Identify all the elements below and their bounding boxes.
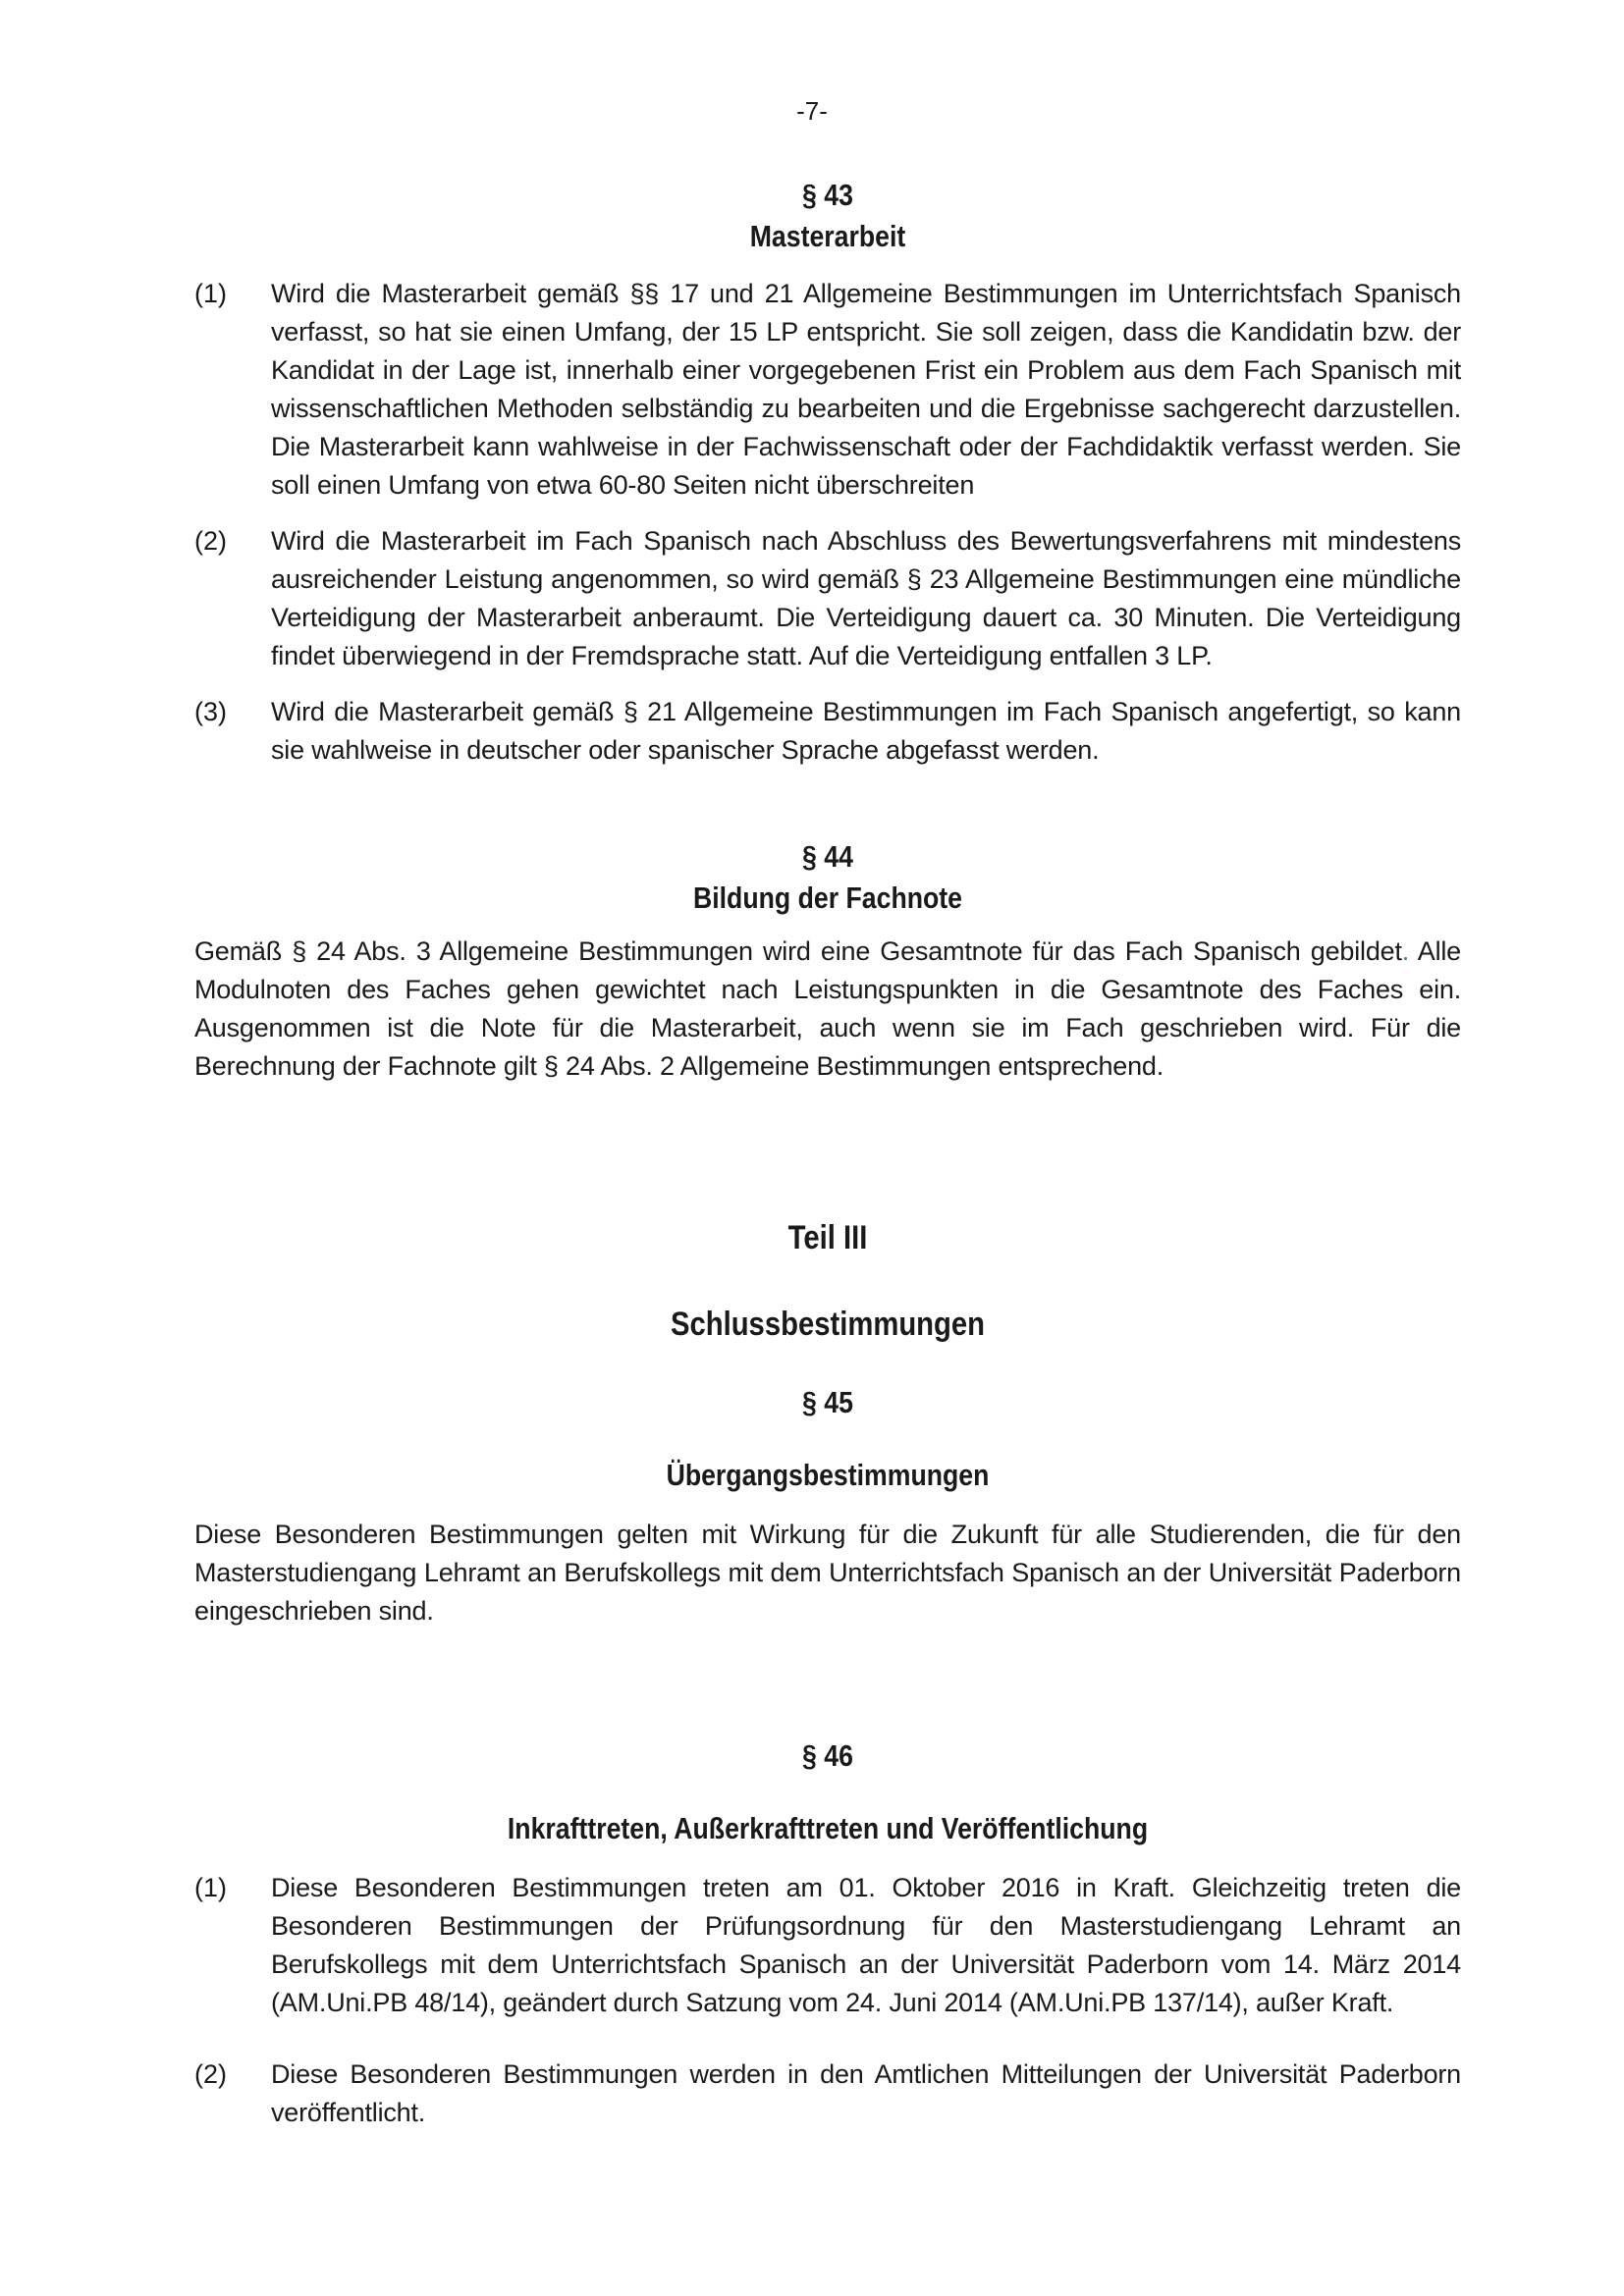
part-3-header — [194, 1217, 1461, 1258]
section-46-item-2 — [194, 2056, 1461, 2132]
item-number: (1) — [194, 1873, 227, 1902]
section-43-item-2 — [194, 522, 1461, 675]
item-number: (3) — [194, 697, 227, 726]
section-44-title: Bildung der Fachnote — [692, 881, 963, 915]
item-number: (2) — [194, 526, 227, 556]
section-45-title: Übergangsbestimmungen — [666, 1458, 990, 1492]
part-3-subtitle: Schlussbestimmungen — [670, 1306, 986, 1343]
section-44-text-rest: Alle Modulnoten des Faches gehen gewichtet nach Leistungspunkten in die Gesamtnote des Faches ein. Ausgenommen ist die Note für die Masterarbeit, auch wenn sie im Fach geschrieben wird. Für die Berechnung der Fachnote gilt § 24 Abs. 2 Allgemeine Bestimmungen entsprechend. — [194, 936, 1461, 1081]
section-45-number: § 45 — [802, 1385, 853, 1419]
section-45-text: Diese Besonderen Bestimmungen gelten mit Wirkung für die Zukunft für alle Studierenden, die für den Masterstudiengang Lehramt an Berufskollegs mit dem Unterrichtsfach Spanisch an der Universität Paderborn eingeschrieben sind. — [194, 1520, 1461, 1626]
section-43 — [194, 175, 1461, 257]
section-44-number: § 44 — [802, 839, 853, 874]
section-45-number-wrap — [194, 1382, 1461, 1423]
section-46-items — [194, 1869, 1461, 2150]
section-44-text-main: Gemäß § 24 Abs. 3 Allgemeine Bestimmungen wird eine Gesamtnote für das Fach Spanisch gebildet — [194, 936, 1402, 966]
part-3-title: Teil III — [787, 1219, 868, 1256]
section-46-number: § 46 — [802, 1738, 853, 1773]
section-46-number-wrap — [194, 1735, 1461, 1777]
section-44-text-dot: . — [1401, 936, 1410, 966]
part-3-subheader — [194, 1304, 1461, 1345]
item-text: Wird die Masterarbeit im Fach Spanisch nach Abschluss des Bewertungsverfahrens mit mindestens ausreichender Leistung angenommen, so wird gemäß § 23 Allgemeine Bestimmungen eine mündliche Verteidigung der Masterarbeit anberaumt. Die Verteidigung dauert ca. 30 Minuten. Die Verteidigung findet überwiegend in der Fremdsprache statt. Auf die Verteidigung entfallen 3 LP. — [271, 526, 1461, 670]
section-43-number: § 43 — [802, 178, 853, 212]
section-43-item-1 — [194, 275, 1461, 505]
section-46-title: Inkrafttreten, Außerkrafttreten und Veröffentlichung — [507, 1811, 1149, 1845]
section-43-item-3 — [194, 693, 1461, 770]
item-text: Diese Besonderen Bestimmungen treten am 01. Oktober 2016 in Kraft. Gleichzeitig treten die Besonderen Bestimmungen der Prüfungsordnung für den Masterstudiengang Lehramt an Berufskollegs mit dem Unterrichtsfach Spanisch an der Universität Paderborn vom 14. März 2014 (AM.Uni.PB 48/14), geändert durch Satzung vom 24. Juni 2014 (AM.Uni.PB 137/14), außer Kraft. — [271, 1873, 1461, 2017]
section-44-text — [194, 933, 1461, 1086]
section-43-title: Masterarbeit — [749, 219, 906, 253]
section-46-item-1 — [194, 1869, 1461, 2022]
section-46-title-wrap — [194, 1808, 1461, 1849]
item-text: Wird die Masterarbeit gemäß §§ 17 und 21 Allgemeine Bestimmungen im Unterrichtsfach Spanisch verfasst, so hat sie einen Umfang, der 15 LP entspricht. Sie soll zeigen, dass die Kandidatin bzw. der Kandidat in der Lage ist, innerhalb einer vorgegebenen Frist ein Problem aus dem Fach Spanisch mit wissenschaftlichen Methoden selbständig zu bearbeiten und die Ergebnisse sachgerecht darzustellen. Die Masterarbeit kann wahlweise in der Fachwissenschaft oder der Fachdidaktik verfasst werden. Sie soll einen Umfang von etwa 60-80 Seiten nicht überschreiten — [271, 279, 1461, 500]
page-number: -7- — [796, 96, 828, 126]
item-text: Wird die Masterarbeit gemäß § 21 Allgemeine Bestimmungen im Fach Spanisch angefertigt, so kann sie wahlweise in deutscher oder spanischer Sprache abgefasst werden. — [271, 697, 1461, 765]
section-44 — [194, 836, 1461, 919]
item-number: (2) — [194, 2059, 227, 2089]
section-43-items — [194, 275, 1461, 787]
item-number: (1) — [194, 279, 227, 308]
item-text: Diese Besonderen Bestimmungen werden in den Amtlichen Mitteilungen der Universität Paderborn veröffentlicht. — [271, 2059, 1461, 2127]
section-45-title-wrap — [194, 1455, 1461, 1496]
